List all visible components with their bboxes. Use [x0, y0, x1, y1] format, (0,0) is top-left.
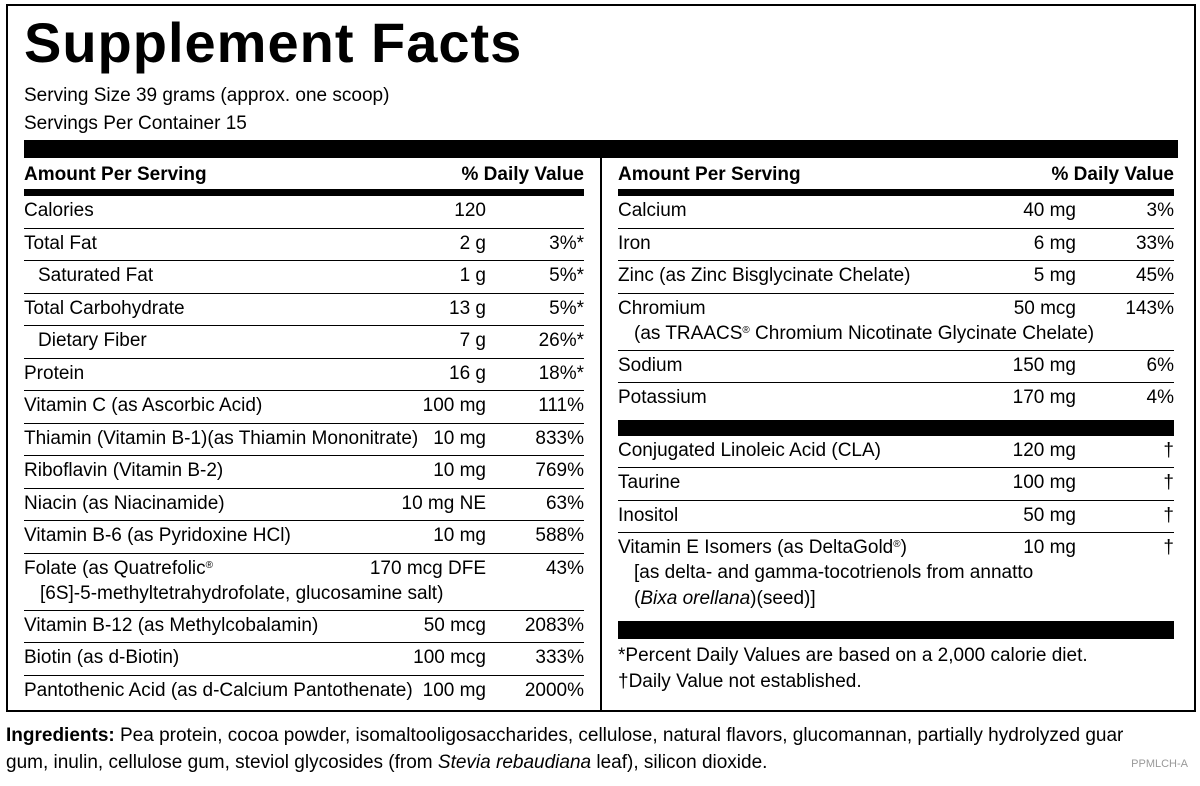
nutrient-name-text: Vitamin B-12 (as Methylcobalamin) — [24, 614, 319, 636]
nutrient-amount: 10 mg — [1023, 537, 1076, 558]
ingredients-text — [6, 722, 1156, 776]
nutrient-row — [618, 229, 1174, 262]
nutrient-source-line2 — [634, 588, 816, 610]
nutrient-name-text: Taurine — [618, 472, 681, 493]
nutrient-name — [618, 440, 881, 462]
nutrient-name — [24, 615, 318, 637]
nutrient-name-text: Saturated Fat — [38, 265, 154, 286]
nutrient-amount: 40 mg — [1023, 200, 1076, 221]
nutrient-amount: 120 — [454, 200, 486, 221]
nutrient-row — [618, 294, 1174, 351]
nutrient-dv: 769% — [535, 460, 584, 481]
nutrient-amount: 2 g — [459, 232, 486, 254]
servings-per-container: Servings Per Container 15 — [24, 113, 247, 134]
product-code: PPMLCH-A — [1131, 758, 1188, 770]
section-divider — [618, 420, 1174, 436]
footnote-dagger: †Daily Value not established. — [618, 671, 862, 692]
nutrient-name — [24, 460, 223, 482]
nutrient-amount: 10 mg — [433, 427, 486, 449]
nutrient-name-text: Folate (as Quatrefolic — [24, 557, 206, 579]
paren-open: ( — [634, 588, 641, 609]
nutrient-name — [618, 387, 707, 409]
nutrient-name — [24, 680, 413, 702]
nutrient-name-text: Thiamin (Vitamin B-1)(as Thiamin Mononitrate) — [24, 427, 419, 449]
supplement-facts-panel — [6, 4, 1196, 712]
footnotes — [618, 643, 1174, 695]
nutrient-amount: 13 g — [449, 297, 486, 319]
ingredients-italic: Stevia rebaudiana — [437, 752, 592, 773]
nutrient-name-text: Chromium — [618, 297, 706, 319]
ingredients-list-a: Pea protein, cocoa powder, isomaltooligosaccharides, cellulose, natural flavors, glucomannan, partially hydrolyzed guar gum, inulin, cellulose gum, steviol glycosides (from — [6, 725, 1124, 773]
nutrient-name — [618, 298, 706, 320]
nutrient-amount: 170 mcg DFE — [369, 557, 486, 579]
nutrient-row — [24, 391, 584, 424]
nutrient-source-a: (as TRAACS — [634, 322, 743, 344]
nutrient-name-text: Vitamin E Isomers (as DeltaGold — [618, 537, 894, 558]
ingredients-list-b: leaf), silicon dioxide. — [591, 752, 768, 773]
nutrient-name-text: Total Carbohydrate — [24, 297, 185, 319]
nutrient-name-text: Zinc (as Zinc Bisglycinate Chelate) — [618, 265, 911, 286]
nutrient-amount: 10 mg — [433, 460, 486, 481]
nutrient-amount: 16 g — [449, 362, 486, 384]
nutrient-name — [24, 647, 179, 669]
nutrient-amount: 100 mcg — [413, 647, 486, 668]
nutrient-name — [38, 330, 147, 352]
nutrient-name-text: Vitamin B-6 (as Pyridoxine HCl) — [24, 525, 291, 546]
registered-mark: ® — [742, 324, 750, 336]
nutrient-amount: 6 mg — [1033, 232, 1076, 254]
dv-header: % Daily Value — [1051, 164, 1174, 185]
left-header — [24, 158, 584, 196]
nutrient-name-text: Biotin (as d-Biotin) — [24, 647, 180, 668]
nutrient-row — [618, 468, 1174, 501]
nutrient-name — [24, 233, 97, 255]
nutrient-dv: 5%* — [549, 297, 584, 319]
section-divider — [618, 621, 1174, 639]
footnote-daily-values: *Percent Daily Values are based on a 2,000 calorie diet. — [618, 645, 1088, 666]
nutrient-amount: 170 mg — [1012, 387, 1076, 408]
nutrient-source: [6S]-5-methyltetrahydrofolate, glucosamine salt) — [40, 582, 444, 604]
nutrient-name-text: Potassium — [618, 387, 707, 408]
nutrient-dv: 63% — [545, 492, 584, 514]
nutrient-row — [24, 489, 584, 522]
nutrient-amount: 50 mcg — [1013, 297, 1076, 319]
nutrient-name-text: Protein — [24, 362, 85, 384]
column-divider — [600, 158, 602, 710]
nutrient-dv: 143% — [1125, 297, 1174, 319]
nutrient-dv: † — [1163, 439, 1174, 461]
nutrient-dv: † — [1163, 472, 1174, 493]
nutrient-row — [24, 196, 584, 229]
registered-mark: ® — [893, 539, 901, 550]
nutrient-amount: 100 mg — [1012, 472, 1076, 493]
nutrient-row — [24, 611, 584, 644]
nutrient-name-text: Dietary Fiber — [38, 330, 147, 351]
nutrient-name-text: Inositol — [618, 504, 679, 526]
nutrient-source: [as delta- and gamma-tocotrienols from annatto — [634, 562, 1034, 583]
nutrient-name-text: Pantothenic Acid (as d-Calcium Pantothenate) — [24, 679, 413, 701]
nutrient-row — [24, 456, 584, 489]
nutrient-amount: 7 g — [459, 330, 486, 351]
amount-header: Amount Per Serving — [24, 164, 207, 185]
nutrient-dv: 2083% — [524, 614, 584, 636]
nutrient-dv: 43% — [545, 557, 584, 579]
nutrient-amount: 120 mg — [1012, 439, 1076, 461]
nutrient-name — [618, 505, 678, 527]
nutrient-name-text: Vitamin C (as Ascorbic Acid) — [24, 395, 263, 416]
serving-size: Serving Size 39 grams (approx. one scoop) — [24, 85, 390, 106]
nutrient-row — [24, 521, 584, 554]
nutrient-amount: 100 mg — [422, 679, 486, 701]
nutrient-row — [24, 326, 584, 359]
amount-header: Amount Per Serving — [618, 164, 801, 185]
left-column — [24, 158, 584, 708]
nutrient-amount: 1 g — [459, 265, 486, 286]
nutrient-name-end: ) — [900, 537, 907, 558]
nutrient-row — [618, 533, 1174, 617]
nutrient-amount: 50 mg — [1023, 504, 1076, 526]
nutrient-amount: 5 mg — [1033, 265, 1076, 286]
nutrient-name-text: Calories — [24, 200, 94, 221]
nutrient-dv: 2000% — [524, 679, 584, 701]
nutrient-amount: 10 mg — [433, 525, 486, 546]
nutrient-source — [634, 323, 1094, 345]
nutrient-row — [618, 196, 1174, 229]
paren-close: )(seed)] — [750, 588, 816, 609]
nutrient-row — [618, 436, 1174, 469]
nutrient-row — [618, 501, 1174, 534]
nutrient-name — [24, 200, 94, 222]
nutrient-amount: 10 mg NE — [401, 492, 486, 514]
nutrient-name — [618, 537, 907, 559]
nutrient-amount: 100 mg — [422, 395, 486, 416]
nutrient-dv: † — [1163, 537, 1174, 558]
nutrient-amount: 150 mg — [1012, 354, 1076, 376]
nutrient-name — [618, 355, 682, 377]
nutrient-name — [618, 265, 911, 287]
nutrient-name — [24, 428, 418, 450]
dv-header: % Daily Value — [461, 164, 584, 185]
nutrient-dv: 33% — [1135, 232, 1174, 254]
botanical-name: Bixa orellana — [640, 588, 751, 609]
registered-mark: ® — [205, 559, 214, 571]
nutrient-row — [24, 554, 584, 611]
nutrient-row — [24, 359, 584, 392]
nutrient-name — [24, 558, 213, 580]
nutrient-name-text: Niacin (as Niacinamide) — [24, 492, 225, 514]
nutrient-row — [618, 351, 1174, 384]
nutrient-dv: 111% — [538, 395, 584, 416]
nutrient-dv: 588% — [535, 525, 584, 546]
nutrient-amount: 50 mcg — [423, 614, 486, 636]
nutrient-row — [24, 424, 584, 457]
panel-title: Supplement Facts — [24, 11, 523, 74]
nutrient-row — [618, 383, 1174, 416]
nutrient-name — [38, 265, 153, 287]
nutrient-name-text: Sodium — [618, 354, 683, 376]
nutrient-name — [618, 233, 651, 255]
nutrient-name-text: Riboflavin (Vitamin B-2) — [24, 460, 224, 481]
nutrient-row — [24, 294, 584, 327]
nutrient-source-b: Chromium Nicotinate Glycinate Chelate) — [749, 322, 1095, 344]
nutrient-name-text: Iron — [618, 232, 651, 254]
nutrient-dv: 833% — [535, 427, 584, 449]
nutrient-name — [24, 525, 291, 547]
right-header — [618, 158, 1174, 196]
nutrient-dv: 18%* — [538, 362, 584, 384]
nutrient-dv: 5%* — [549, 265, 584, 286]
ingredients-label: Ingredients: — [6, 725, 115, 746]
nutrient-name-text: Total Fat — [24, 232, 97, 254]
nutrient-row — [24, 261, 584, 294]
nutrient-dv: 6% — [1146, 354, 1174, 376]
nutrient-name — [24, 363, 84, 385]
nutrient-name — [24, 298, 185, 320]
nutrient-dv: † — [1163, 504, 1174, 526]
nutrient-name — [24, 493, 225, 515]
nutrient-name-text: Calcium — [618, 200, 687, 221]
thick-divider — [24, 140, 1178, 158]
nutrient-dv: 26%* — [538, 330, 584, 351]
nutrient-row — [24, 229, 584, 262]
nutrient-dv: 4% — [1146, 387, 1174, 408]
right-column — [618, 158, 1174, 695]
nutrient-name — [618, 200, 687, 222]
nutrient-name — [24, 395, 262, 417]
nutrient-dv: 45% — [1135, 265, 1174, 286]
nutrient-row — [618, 261, 1174, 294]
nutrient-name-text: Conjugated Linoleic Acid (CLA) — [618, 439, 881, 461]
nutrient-name — [618, 472, 680, 494]
nutrient-dv: 333% — [535, 647, 584, 668]
nutrient-dv: 3%* — [549, 232, 584, 254]
nutrient-row — [24, 643, 584, 676]
nutrient-row — [24, 676, 584, 709]
nutrient-dv: 3% — [1146, 200, 1174, 221]
